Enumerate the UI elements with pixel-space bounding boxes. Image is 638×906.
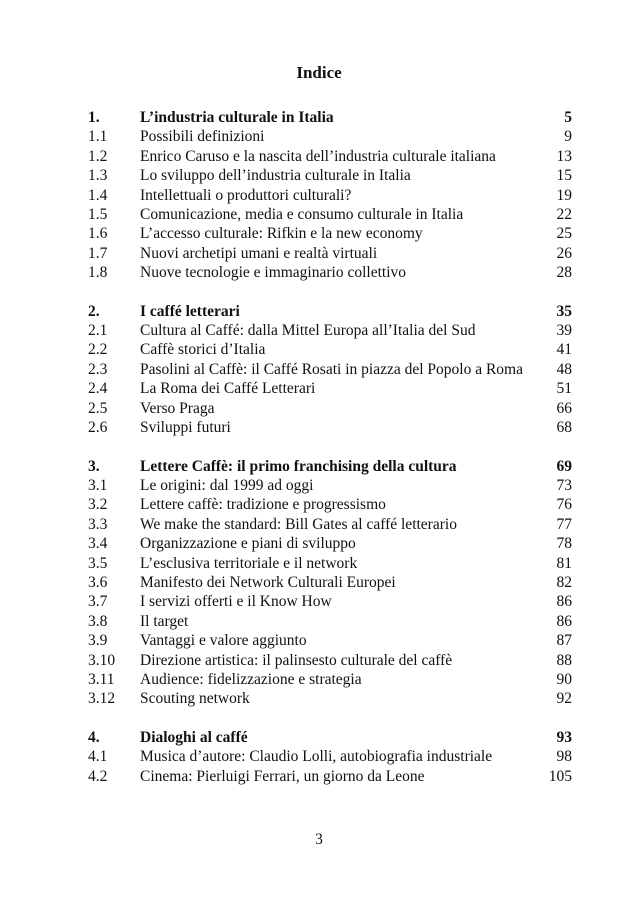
entry-page: 87 <box>556 632 572 650</box>
toc-entry-row <box>88 127 572 146</box>
entry-number: 3.10 <box>88 651 116 669</box>
entry-page: 9 <box>564 128 572 146</box>
page-number: 3 <box>315 831 323 848</box>
entry-title: Il target <box>140 612 189 630</box>
toc-entry-row <box>88 631 572 650</box>
entry-number: 1.8 <box>88 264 108 282</box>
entry-title: La Roma dei Caffé Letterari <box>140 380 316 398</box>
entry-number: 1.3 <box>88 167 108 185</box>
entry-page: 76 <box>556 496 572 514</box>
entry-title: Enrico Caruso e la nascita dell’industria culturale italiana <box>140 147 496 165</box>
toc-entry-row <box>88 670 572 689</box>
toc-entry-row <box>88 767 572 786</box>
toc-entry-row <box>88 495 572 514</box>
toc-entry-row <box>88 147 572 166</box>
entry-page: 66 <box>556 399 572 417</box>
entry-page: 69 <box>556 457 572 475</box>
entry-number: 1.1 <box>88 128 108 146</box>
entry-number: 3.6 <box>88 573 108 591</box>
entry-number: 1. <box>88 109 100 126</box>
toc-entry-row <box>88 360 572 379</box>
toc-entry-row <box>88 244 572 263</box>
entry-page: 73 <box>556 476 572 494</box>
entry-number: 2. <box>88 302 100 320</box>
entry-title: Intellettuali o produttori culturali? <box>140 186 352 204</box>
toc-entry-row <box>88 612 572 631</box>
toc-entry-row <box>88 747 572 766</box>
entry-number: 3.7 <box>88 593 108 611</box>
entry-page: 35 <box>556 302 572 320</box>
entry-title: Audience: fidelizzazione e strategia <box>140 670 362 688</box>
entry-page: 82 <box>556 573 572 591</box>
entry-number: 2.3 <box>88 360 108 378</box>
entry-page: 41 <box>556 341 572 359</box>
page-title: Indice <box>296 63 342 82</box>
entry-title: Direzione artistica: il palinsesto culturale del caffè <box>140 651 453 669</box>
entry-page: 77 <box>556 515 572 533</box>
entry-page: 105 <box>548 767 572 785</box>
entry-title: Musica d’autore: Claudio Lolli, autobiografia industriale <box>140 748 493 766</box>
entry-number: 3.3 <box>88 515 108 533</box>
toc-entry-row <box>88 418 572 437</box>
toc-section <box>88 457 572 709</box>
toc-entry-row <box>88 573 572 592</box>
toc-entry-row <box>88 186 572 205</box>
entry-number: 1.5 <box>88 206 108 224</box>
entry-page: 51 <box>556 380 572 398</box>
entry-number: 1.7 <box>88 244 108 262</box>
entry-page: 39 <box>556 322 572 340</box>
toc-chapter-row <box>88 108 572 127</box>
entry-title: L’accesso culturale: Rifkin e la new economy <box>140 225 423 243</box>
entry-page: 28 <box>556 264 572 282</box>
entry-page: 22 <box>556 206 572 224</box>
entry-title: We make the standard: Bill Gates al caffé letterario <box>140 515 457 533</box>
entry-number: 4. <box>88 728 100 746</box>
entry-title: Organizzazione e piani di sviluppo <box>140 535 356 553</box>
entry-page: 19 <box>556 186 572 204</box>
toc-chapter-row <box>88 457 572 476</box>
entry-number: 2.5 <box>88 399 108 417</box>
entry-number: 1.2 <box>88 147 108 165</box>
entry-number: 3.9 <box>88 632 108 650</box>
entry-number: 3. <box>88 457 100 475</box>
table-of-contents <box>88 108 572 805</box>
entry-page: 78 <box>556 535 572 553</box>
entry-title: Caffè storici d’Italia <box>140 341 266 359</box>
entry-page: 86 <box>556 593 572 611</box>
toc-section <box>88 728 572 786</box>
entry-number: 2.2 <box>88 341 108 359</box>
entry-title: I servizi offerti e il Know How <box>140 593 332 611</box>
entry-page: 13 <box>556 147 572 165</box>
toc-chapter-row <box>88 302 572 321</box>
toc-entry-row <box>88 263 572 282</box>
entry-page: 90 <box>556 670 572 688</box>
entry-number: 1.6 <box>88 225 108 243</box>
entry-number: 2.1 <box>88 322 108 340</box>
entry-page: 5 <box>564 109 572 126</box>
entry-number: 3.11 <box>88 670 115 688</box>
entry-page: 15 <box>556 167 572 185</box>
entry-page: 88 <box>556 651 572 669</box>
toc-entry-row <box>88 166 572 185</box>
entry-title: Scouting network <box>140 690 250 708</box>
entry-title: Comunicazione, media e consumo culturale in Italia <box>140 206 464 224</box>
entry-title: I caffé letterari <box>140 302 240 320</box>
entry-title: Lettere Caffè: il primo franchising della cultura <box>140 457 457 475</box>
entry-title: Nuove tecnologie e immaginario collettivo <box>140 264 407 282</box>
toc-entry-row <box>88 321 572 340</box>
toc-section <box>88 108 572 283</box>
entry-title: Sviluppi futuri <box>140 419 231 437</box>
entry-number: 3.12 <box>88 690 116 708</box>
toc-entry-row <box>88 554 572 573</box>
entry-number: 3.1 <box>88 476 108 494</box>
entry-title: Pasolini al Caffè: il Caffé Rosati in piazza del Popolo a Roma <box>140 360 523 378</box>
entry-title: Lettere caffè: tradizione e progressismo <box>140 496 386 514</box>
entry-number: 4.2 <box>88 767 108 785</box>
entry-title: Verso Praga <box>140 399 215 417</box>
entry-page: 98 <box>556 748 572 766</box>
entry-page: 26 <box>556 244 572 262</box>
entry-page: 86 <box>556 612 572 630</box>
toc-entry-row <box>88 224 572 243</box>
entry-number: 2.6 <box>88 419 108 437</box>
toc-entry-row <box>88 515 572 534</box>
entry-page: 25 <box>556 225 572 243</box>
entry-page: 81 <box>556 554 572 572</box>
entry-title: Cinema: Pierluigi Ferrari, un giorno da Leone <box>140 767 425 785</box>
toc-entry-row <box>88 340 572 359</box>
toc-chapter-row <box>88 728 572 747</box>
entry-title: Cultura al Caffé: dalla Mittel Europa all’Italia del Sud <box>140 322 476 340</box>
toc-entry-row <box>88 592 572 611</box>
entry-number: 1.4 <box>88 186 108 204</box>
entry-number: 4.1 <box>88 748 108 766</box>
entry-number: 3.8 <box>88 612 108 630</box>
entry-title: L’industria culturale in Italia <box>140 109 334 126</box>
toc-section <box>88 302 572 438</box>
entry-title: Vantaggi e valore aggiunto <box>140 632 307 650</box>
entry-title: Lo sviluppo dell’industria culturale in Italia <box>140 167 411 185</box>
entry-page: 68 <box>556 419 572 437</box>
entry-page: 48 <box>556 360 572 378</box>
toc-entry-row <box>88 534 572 553</box>
entry-page: 93 <box>556 728 572 746</box>
entry-number: 3.2 <box>88 496 108 514</box>
toc-entry-row <box>88 651 572 670</box>
toc-entry-row <box>88 399 572 418</box>
entry-title: Possibili definizioni <box>140 128 265 146</box>
entry-page: 92 <box>556 690 572 708</box>
toc-entry-row <box>88 689 572 708</box>
toc-entry-row <box>88 379 572 398</box>
entry-title: Nuovi archetipi umani e realtà virtuali <box>140 244 378 262</box>
entry-title: Dialoghi al caffé <box>140 728 248 746</box>
entry-title: Le origini: dal 1999 ad oggi <box>140 476 314 494</box>
entry-number: 2.4 <box>88 380 108 398</box>
toc-entry-row <box>88 205 572 224</box>
entry-title: Manifesto dei Network Culturali Europei <box>140 573 396 591</box>
entry-title: L’esclusiva territoriale e il network <box>140 554 358 572</box>
entry-number: 3.5 <box>88 554 108 572</box>
toc-entry-row <box>88 476 572 495</box>
entry-number: 3.4 <box>88 535 108 553</box>
